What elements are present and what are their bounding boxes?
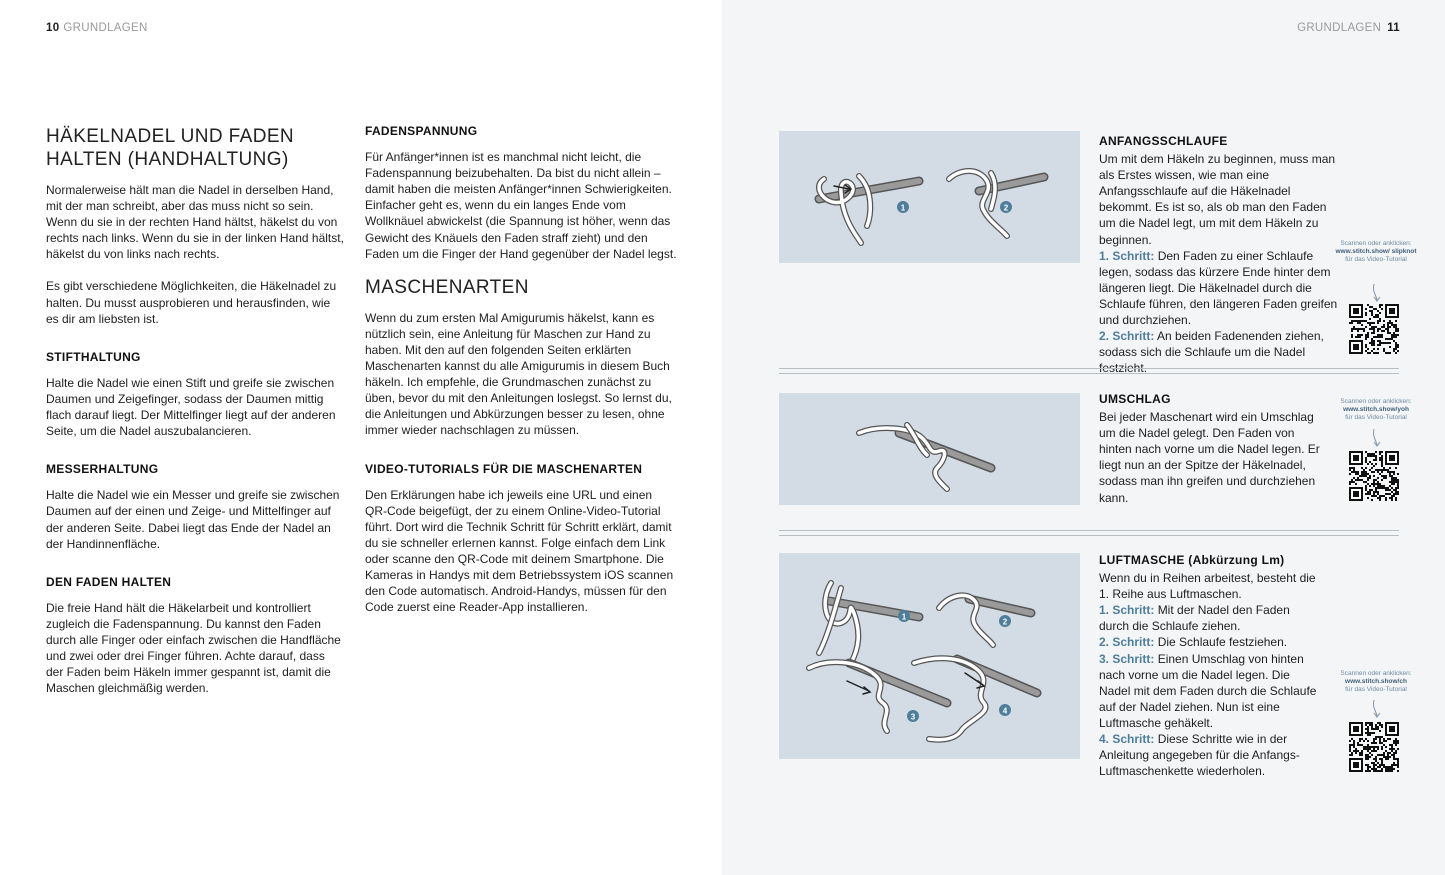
step-label: 1. Schritt:: [1099, 603, 1155, 618]
qr-prefix: Scannen oder anklicken:: [1340, 670, 1412, 677]
qr-prefix: Scannen oder anklicken:: [1340, 398, 1412, 405]
qr-suffix: für das Video-Tutorial: [1345, 256, 1407, 263]
chain-stitch-diagram: [779, 553, 1080, 759]
text-maschenarten: Wenn du zum ersten Mal Amigurumis häkelst, kann es nützlich sein, eine Anleitung für Maschen zur Hand zu haben. Mit den auf den folgenden Seiten erklärten Maschenarten kannst du alle Amigurumis in diesem Buch häkeln. Ich empfehle, die Grundmaschen zunächst zu üben, bevor du mit den Anleitungen loslegst. So lernst du, die Anleitungen und Abkürzungen besser zu lesen, ohne immer wieder nachschlagen zu müssen.: [365, 310, 672, 438]
left-page: [0, 0, 722, 875]
slipknot-diagram: [779, 131, 1080, 263]
step-item: [1099, 248, 1344, 328]
right-page: [722, 0, 1445, 875]
step-item: [1099, 651, 1321, 731]
folio-label: GRUNDLAGEN: [1297, 22, 1382, 34]
heading-luftmasche: LUFTMASCHE (Abkürzung Lm): [1099, 553, 1285, 567]
illustration-anfangsschlaufe: [779, 131, 1080, 263]
intro-paragraph-2: Es gibt verschiedene Möglichkeiten, die Häkelnadel zu halten. Du musst ausprobieren und herausfinden, wie es dir am liebsten ist.: [46, 279, 337, 326]
step-label: 1. Schritt:: [1099, 248, 1155, 263]
intro-paragraph: Normalerweise hält man die Nadel in derselben Hand, mit der man schreibt, aber das muss nicht so sein. Wenn du sie in der rechten Hand hältst, häkelst du von rechts nach links. Wenn du sie in der linken Hand hältst, häkelst du von links nach rechts.: [46, 183, 344, 262]
heading-fadenspannung: FADENSPANNUNG: [365, 124, 478, 138]
step-text: Diese Schritte wie in der Anleitung angegeben für die Anfangs-Luftmaschenkette wiederholen.: [1099, 732, 1300, 779]
page-number: 10: [46, 22, 60, 34]
heading-stifthaltung: STIFTHALTUNG: [46, 349, 141, 364]
step-badge-label: 4: [1002, 706, 1008, 716]
qr-code-icon[interactable]: [1349, 722, 1399, 772]
text-fadenspannung-2: Einfacher geht es, wenn du ein langes Ende vom Wollknäuel abwickelst (die Spannung ist höher, wenn das Gewicht des Knäuels den Faden straff zieht) und den Faden um die Finger der Hand gegenüber der Nadel legst.: [365, 198, 677, 261]
qr-code-icon[interactable]: [1349, 451, 1399, 501]
column-fadenspannung: [365, 123, 677, 631]
step-item: [1099, 731, 1321, 779]
heading-faden-halten: DEN FADEN HALTEN: [46, 574, 172, 589]
step-text: Mit der Nadel den Faden durch die Schlaufe ziehen.: [1099, 603, 1290, 634]
text-luftmasche: Wenn du in Reihen arbeitest, besteht die 1. Reihe aus Luftmaschen.: [1099, 571, 1316, 602]
text-messerhaltung: Halte die Nadel wie ein Messer und greife sie zwischen Daumen auf der einen und Zeige- und Mittelfinger auf der anderen Seite. Dabei liegt das Ende der Nadel an der Handinnenfläche.: [46, 488, 340, 551]
qr-code-icon[interactable]: [1349, 304, 1399, 354]
step-label: 3. Schritt:: [1099, 651, 1155, 666]
arrow-down-icon: [1370, 428, 1384, 448]
step-text: Den Faden zu einer Schlaufe legen, sodass das kürzere Ende hinter dem längeren liegt. Die Häkelnadel durch die Schlaufe führen, den längeren Faden greifen und durchziehen.: [1099, 248, 1338, 328]
step-label: 2. Schritt:: [1099, 329, 1155, 344]
heading-messerhaltung: MESSERHALTUNG: [46, 462, 159, 477]
section-divider: [779, 530, 1399, 536]
qr-note-yoh[interactable]: [1335, 398, 1417, 422]
qr-suffix: für das Video-Tutorial: [1345, 414, 1407, 421]
step-text: Einen Umschlag von hinten nach vorne um die Nadel legen. Die Nadel mit dem Faden durch die Schlaufe auf der Nadel ziehen. Nun ist eine Luftmasche gehäkelt.: [1099, 651, 1317, 730]
heading-video-tutorials: VIDEO-TUTORIALS FÜR DIE MASCHENARTEN: [365, 461, 643, 476]
step-label: 4. Schritt:: [1099, 732, 1155, 747]
section-anfangsschlaufe: [1099, 133, 1344, 376]
step-badge-label: 2: [1003, 203, 1009, 213]
qr-note-slipknot[interactable]: [1335, 240, 1417, 264]
text-video-tutorials: Den Erklärungen habe ich jeweils eine URL und einen QR-Code beigefügt, der zu einem Online-Video-Tutorial führt. Dort wird die Technik Schritt für Schritt erklärt, damit du sie schneller erlernen kannst. Folge einfach dem Link oder scanne den QR-Code mit deinem Smartphone. Die Kameras in Handys mit dem Betriebssystem iOS scannen den Code automatisch. Android-Handys, müssen für den Code zuerst eine Reader-App installieren.: [365, 487, 674, 615]
text-stifthaltung: Halte die Nadel wie einen Stift und greife sie zwischen Daumen und Zeigefinger, sodass der Daumen mittig flach darauf liegt. Der Mittelfinger liegt auf der anderen Seite, um die Nadel auszubalancieren.: [46, 375, 336, 439]
folio-label: GRUNDLAGEN: [63, 22, 148, 34]
heading-umschlag: UMSCHLAG: [1099, 392, 1171, 406]
heading-anfangsschlaufe: ANFANGSSCHLAUFE: [1099, 134, 1228, 148]
qr-suffix: für das Video-Tutorial: [1345, 686, 1407, 693]
page-folio: [1297, 22, 1400, 34]
qr-prefix: Scannen oder anklicken:: [1340, 240, 1412, 247]
page-folio: [46, 22, 148, 34]
illustration-umschlag: [779, 393, 1080, 505]
step-badge-label: 1: [901, 612, 907, 622]
section-luftmasche: [1099, 552, 1344, 779]
arrow-down-icon: [1370, 699, 1384, 719]
section-title-handhaltung: HÄKELNADEL UND FADEN HALTEN (HANDHALTUNG): [46, 126, 295, 170]
qr-note-ch[interactable]: [1335, 670, 1417, 694]
section-title-maschenarten: MASCHENARTEN: [365, 276, 529, 298]
text-umschlag: Bei jeder Maschenart wird ein Umschlag um die Nadel gelegt. Den Faden von hinten nach vorne um die Nadel legen. Er liegt nun an der Spitze der Häkelnadel, sodass man ihn greifen und durchziehen kann.: [1099, 410, 1320, 505]
step-label: 2. Schritt:: [1099, 635, 1155, 650]
section-divider: [779, 368, 1399, 374]
column-handhaltung: [46, 125, 344, 712]
page-number: 11: [1387, 22, 1400, 34]
qr-url-link[interactable]: www.stitch.show/ch: [1345, 678, 1407, 685]
step-text: An beiden Fadenenden ziehen, sodass sich die Schlaufe um die Nadel festzieht.: [1099, 329, 1324, 376]
yarn-over-diagram: [779, 393, 1080, 505]
text-anfangsschlaufe: Um mit dem Häkeln zu beginnen, muss man als Erstes wissen, wie man eine Anfangsschlaufe auf die Häkelnadel bekommt. Es ist so, als ob man den Faden um die Nadel legt, um mit dem Häkeln zu beginnen.: [1099, 152, 1336, 247]
text-faden-halten: Die freie Hand hält die Häkelarbeit und kontrolliert zugleich die Fadenspannung. Du kannst den Faden durch alle Finger oder einfach zwischen die Handfläche und zwei oder drei Finger führen. Achte darauf, dass der Faden beim Häkeln immer gespannt ist, damit die Maschen gleichmäßig werden.: [46, 600, 341, 696]
step-item: [1099, 634, 1321, 650]
qr-url-link[interactable]: www.stitch.show/yoh: [1343, 406, 1409, 413]
text-fadenspannung-1: Für Anfänger*innen ist es manchmal nicht leicht, die Fadenspannung beizubehalten. Da bist du nicht allein – damit haben die meisten Anfänger*innen Schwierigkeiten.: [365, 150, 672, 197]
arrow-down-icon: [1370, 283, 1384, 303]
qr-url-link[interactable]: www.stitch.show/ slipknot: [1335, 248, 1417, 255]
step-badge-label: 1: [900, 203, 906, 213]
step-text: Die Schlaufe festziehen.: [1157, 635, 1288, 650]
section-umschlag: [1099, 391, 1344, 506]
step-badge-label: 2: [1002, 617, 1008, 627]
step-badge-label: 3: [910, 712, 916, 722]
illustration-luftmasche: [779, 553, 1080, 759]
step-item: [1099, 602, 1321, 634]
